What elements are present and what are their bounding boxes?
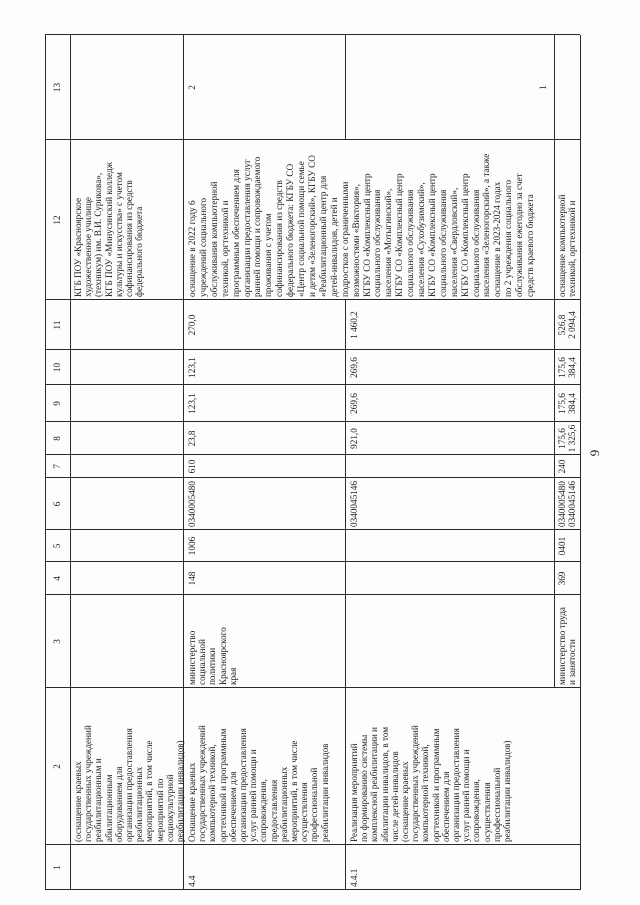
row-4-4-csr: 0340005480 — [187, 481, 197, 527]
labor-ministry-grbs: 369 — [557, 571, 567, 586]
row-4-4-description: Оснащение краевых государственных учреждений компьютерной техникой, оргтехникой и программным обеспечением для организации предоставления услуг ранней помощи и сопровождения, предоставления реабилитационных мероприятий, в том числе осуществления профессиональной реабилитации инвалидов — [187, 725, 330, 842]
table-grid-line — [45, 34, 580, 35]
row-4-4-total: 270,0 — [187, 314, 197, 336]
column-number-13: 13 — [52, 82, 62, 93]
table-grid-line — [45, 454, 580, 455]
labor-ministry-result: оснащение компьютерной техникой, оргтехникой и — [557, 194, 578, 297]
row-4-4-administrator: министерство социальной политики Красноярского края — [187, 627, 238, 685]
row-4-4-number: 4.4 — [187, 875, 197, 887]
row-4-4-1-description: Реализация мероприятий по формированию системы комплексной реабилитации и абилитации инвалидов, в том числе детей-инвалидов (оснащение краевых государственных учреждений компьютерной техникой, оргтехникой и программным обеспечением для организации предоставления услуг ранней помощи и сопровождения, осуществления профессиональной реабилитации инвалидов) — [349, 725, 513, 842]
table-grid-line — [345, 35, 346, 140]
table-grid-line — [45, 384, 580, 385]
row-4-4-2022: 23,8 — [187, 430, 197, 447]
table-grid-line — [345, 300, 346, 890]
labor-ministry-total: 526,8 2 094,4 — [557, 311, 578, 339]
column-number-11: 11 — [52, 320, 62, 330]
table-grid-line — [45, 687, 580, 688]
row-4-4-1-number: 4.4.1 — [349, 868, 359, 887]
labor-ministry-administrator: министерство труда и занятости — [557, 607, 578, 685]
row-4-4-1-count: 1 — [538, 85, 548, 90]
row-4-4-rzpr: 1006 — [187, 536, 197, 556]
row-4-4-1-csr: 0340045146 — [349, 481, 359, 527]
table-grid-line — [45, 529, 580, 530]
row-4-4-vr: 610 — [187, 459, 197, 474]
row-4-4-count: 2 — [187, 85, 197, 90]
table-grid-line — [45, 349, 580, 350]
page-number: 9 — [587, 449, 602, 457]
row-4-4-1-total: 1 460,2 — [349, 311, 359, 339]
column-number-8: 8 — [52, 436, 62, 441]
column-number-12: 12 — [52, 215, 62, 225]
row-continuation-description: (оснащение краевых государственных учреждений реабилитационным и абилитационным оборудованием для организации предоставления реабилитационных мероприятий, в том числе мероприятий по социокультурной реабилитации инвалидов) — [73, 725, 186, 842]
table-grid-line — [45, 35, 46, 890]
table-grid-line — [554, 35, 555, 688]
table-grid-line — [45, 889, 580, 890]
column-number-2: 2 — [52, 764, 62, 769]
table-grid-line — [45, 421, 580, 422]
row-4-4-2023: 123,1 — [187, 393, 197, 414]
row-4-4-2024: 123,1 — [187, 357, 197, 378]
column-number-3: 3 — [52, 639, 62, 644]
column-number-9: 9 — [52, 401, 62, 406]
column-number-4: 4 — [52, 576, 62, 581]
table-grid-line — [45, 561, 580, 562]
labor-ministry-2022: 175,6 1 325,6 — [557, 424, 578, 453]
column-number-7: 7 — [52, 464, 62, 469]
labor-ministry-rzpr: 0401 — [557, 536, 567, 556]
row-4-4-result: оснащение в 2022 году 6 учреждений социального обслуживания компьютерной техникой, оргтехникой и программным обеспечением для организации предоставления услуг ранней помощи и сопровождаемого проживания с учетом софинансирования из средств федерального бюджета: КГБУ СО «Центр социальной помощи семье и детям «Зеленогорский», КГБУ СО «Реабилитационный центр для детей-инвалидов, детей и подростков с ограниченными возможностями «Виктория», КГБУ СО «Комплексный центр социального обслуживания населения «Мотыгинский», КГБУ СО «Комплексный центр социального обслуживания населения «Сухобузимский», КГБУ СО «Комплексный центр социального обслуживания населения «Свердловский», КГБУ СО «Комплексный центр социального обслуживания населения «Зеленогорский», а также оснащение в 2023-2024 годах по 2 учреждения социального обслуживания ежегодно за счет средств краевого бюджета — [187, 153, 536, 297]
table-grid-line — [45, 139, 580, 140]
row-4-4-1-2024: 269,6 — [349, 357, 359, 378]
column-number-6: 6 — [52, 501, 62, 507]
table-grid-line — [45, 594, 580, 595]
column-number-5: 5 — [52, 543, 62, 549]
labor-ministry-2024: 175,6 384,4 — [557, 357, 578, 378]
labor-ministry-2023: 175,6 384,4 — [557, 393, 578, 414]
table-grid-line — [70, 35, 71, 890]
labor-ministry-csr: 0340005480 0340045146 — [557, 481, 578, 527]
row-4-4-1-2023: 269,6 — [349, 393, 359, 414]
table-grid-line — [580, 35, 581, 890]
row-continuation-result: КГБ ПОУ «Красноярское художественное училище (техникум) им. В.И. Сурикова», КГБ ПОУ «Минусинский колледж культуры и искусства» с учетом софинансирования из средств федерального бюджета — [73, 162, 145, 297]
column-number-1: 1 — [52, 865, 62, 870]
row-4-4-1-2022: 921,0 — [349, 428, 359, 449]
row-4-4-grbs: 148 — [187, 571, 197, 586]
table-grid-line — [45, 477, 580, 478]
labor-ministry-vr: 240 — [557, 459, 567, 474]
column-number-10: 10 — [52, 362, 62, 373]
